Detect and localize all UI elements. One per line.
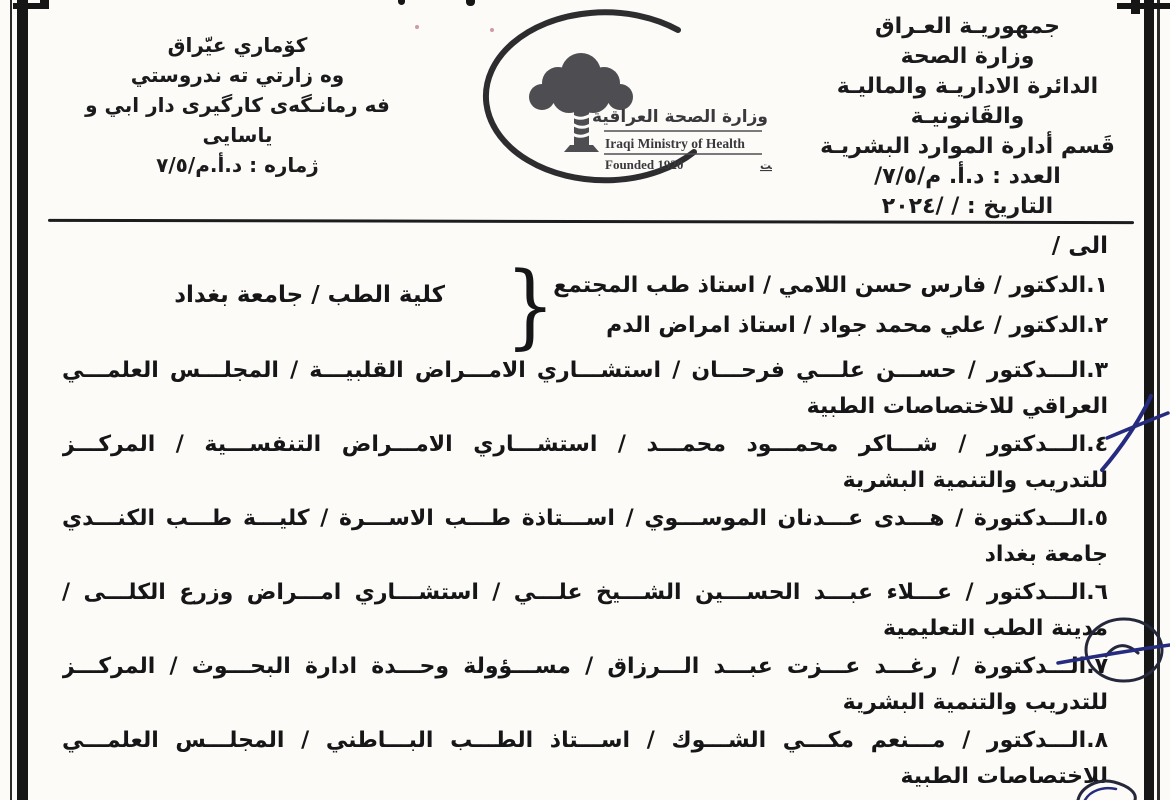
- letterhead-kurdish: [55, 30, 420, 180]
- ministry-of-health-logo: [452, 2, 772, 200]
- frame-left-outer-line: [10, 0, 12, 800]
- recipient-8: [62, 722, 1108, 794]
- recipient-1: ١.الدكتور / فارس حسن اللامي / استاذ طب المجتمع: [553, 273, 1108, 298]
- kurdish-ministry-line: وه زارتي ته ندروستي: [130, 63, 345, 87]
- letterhead-arabic: [795, 12, 1140, 222]
- recipient-5-line1: ٥.الـــدكتورة / هـــدى عـــدنان الموســـوي / اســـتاذة طـــب الاســـرة / كليـــة طـــب الكنـــدي: [62, 506, 1108, 531]
- logo-founded-year: Founded 1920: [605, 157, 684, 172]
- recipient-7: [62, 648, 1108, 720]
- grouping-brace: {: [505, 252, 556, 359]
- to-label: الى /: [1051, 233, 1108, 259]
- recipients-1-2-lines: [553, 266, 1108, 346]
- recipient-7-line1: ٧.الـــدكتورة / رغـــد عـــزت عبـــد الـــرزاق / مســـؤولة وحـــدة ادارة البحـــوث / المركـــز: [62, 654, 1108, 679]
- department-line: الدائرة الاداريـة والماليـة والقَانونيـة: [836, 74, 1099, 129]
- recipient-4: [62, 426, 1108, 498]
- frame-right-inner-line: [1144, 0, 1154, 800]
- logo-english-name: Iraqi Ministry of Health: [605, 136, 745, 151]
- recipient-3: [62, 352, 1108, 424]
- logo-founded-arabic: ت: [760, 159, 772, 172]
- recipient-6: [62, 574, 1108, 646]
- frame-top-right-fragment: [1117, 3, 1170, 9]
- recipient-4-line1: ٤.الـــدكتور / شـــاكر محمـــود محمـــد / استشـــاري الامـــراض التنفســـية / المركـــز: [62, 432, 1108, 457]
- kurdish-number-line: ژماره : د.أ.م/٧/٥: [156, 153, 319, 177]
- recipient-3-line1: ٣.الـــدكتور / حســـن علـــي فرحـــان / استشـــاري الامـــراض القلبيـــة / المجلـــس العلمـــي: [62, 358, 1108, 383]
- recipient-3-line2: العراقي للاختصاصات الطبية: [806, 394, 1108, 419]
- scan-artifact-dot: [398, 0, 405, 5]
- logo-arabic-name: وزارة الصحة العراقية: [592, 107, 768, 127]
- kurdish-republic-line: كۆماري عيّراق: [167, 33, 308, 57]
- scan-artifact-speck: [415, 25, 419, 29]
- recipient-4-line2: للتدريب والتنمية البشرية: [842, 468, 1108, 493]
- recipient-8-line1: ٨.الـــدكتور / مـــنعم مكـــي الشـــوك / اســـتاذ الطـــب البـــاطني / المجلـــس العلمـــي: [62, 728, 1108, 753]
- republic-of-iraq-line: جمهوريـة العـراق: [874, 14, 1060, 39]
- frame-right-outer-line: [1157, 0, 1160, 800]
- recipient-5-line2: جامعة بغداد: [984, 542, 1108, 567]
- frame-left-inner-line: [17, 0, 28, 800]
- kurdish-directorate-line: فه رمانـگه‌ی كارگيری دار ابي و ياسايی: [85, 93, 390, 147]
- recipients-1-2-institution: كلية الطب / جامعة بغداد: [174, 282, 445, 308]
- recipient-7-line2: للتدريب والتنمية البشرية: [842, 690, 1108, 715]
- ref-number-line: العدد : د.أ. م/٧/٥/: [874, 164, 1061, 189]
- date-line: التاريخ : / /٢٠٢٤: [881, 194, 1054, 219]
- recipient-2: ٢.الدكتور / علي محمد جواد / استاذ امراض الدم: [606, 313, 1108, 338]
- recipient-6-line2: مدينة الطب التعليمية: [883, 616, 1108, 641]
- ministry-of-health-line: وزارة الصحة: [900, 44, 1035, 69]
- frame-top-left-stub: [40, 0, 49, 4]
- recipient-5: [62, 500, 1108, 572]
- hr-section-line: قَسم أدارة الموارد البشريـة: [820, 134, 1115, 159]
- ministry-emblem-icon: [452, 2, 772, 200]
- recipient-8-line2: للاختصاصات الطبية: [900, 764, 1108, 789]
- recipients-1-2-group: [62, 252, 1108, 359]
- letter-body: [62, 230, 1108, 796]
- recipient-6-line1: ٦.الـــدكتور / عـــلاء عبـــد الحســـين الشـــيخ علـــي / استشـــاري امـــراض وزرع الكلـــى /: [62, 580, 1108, 605]
